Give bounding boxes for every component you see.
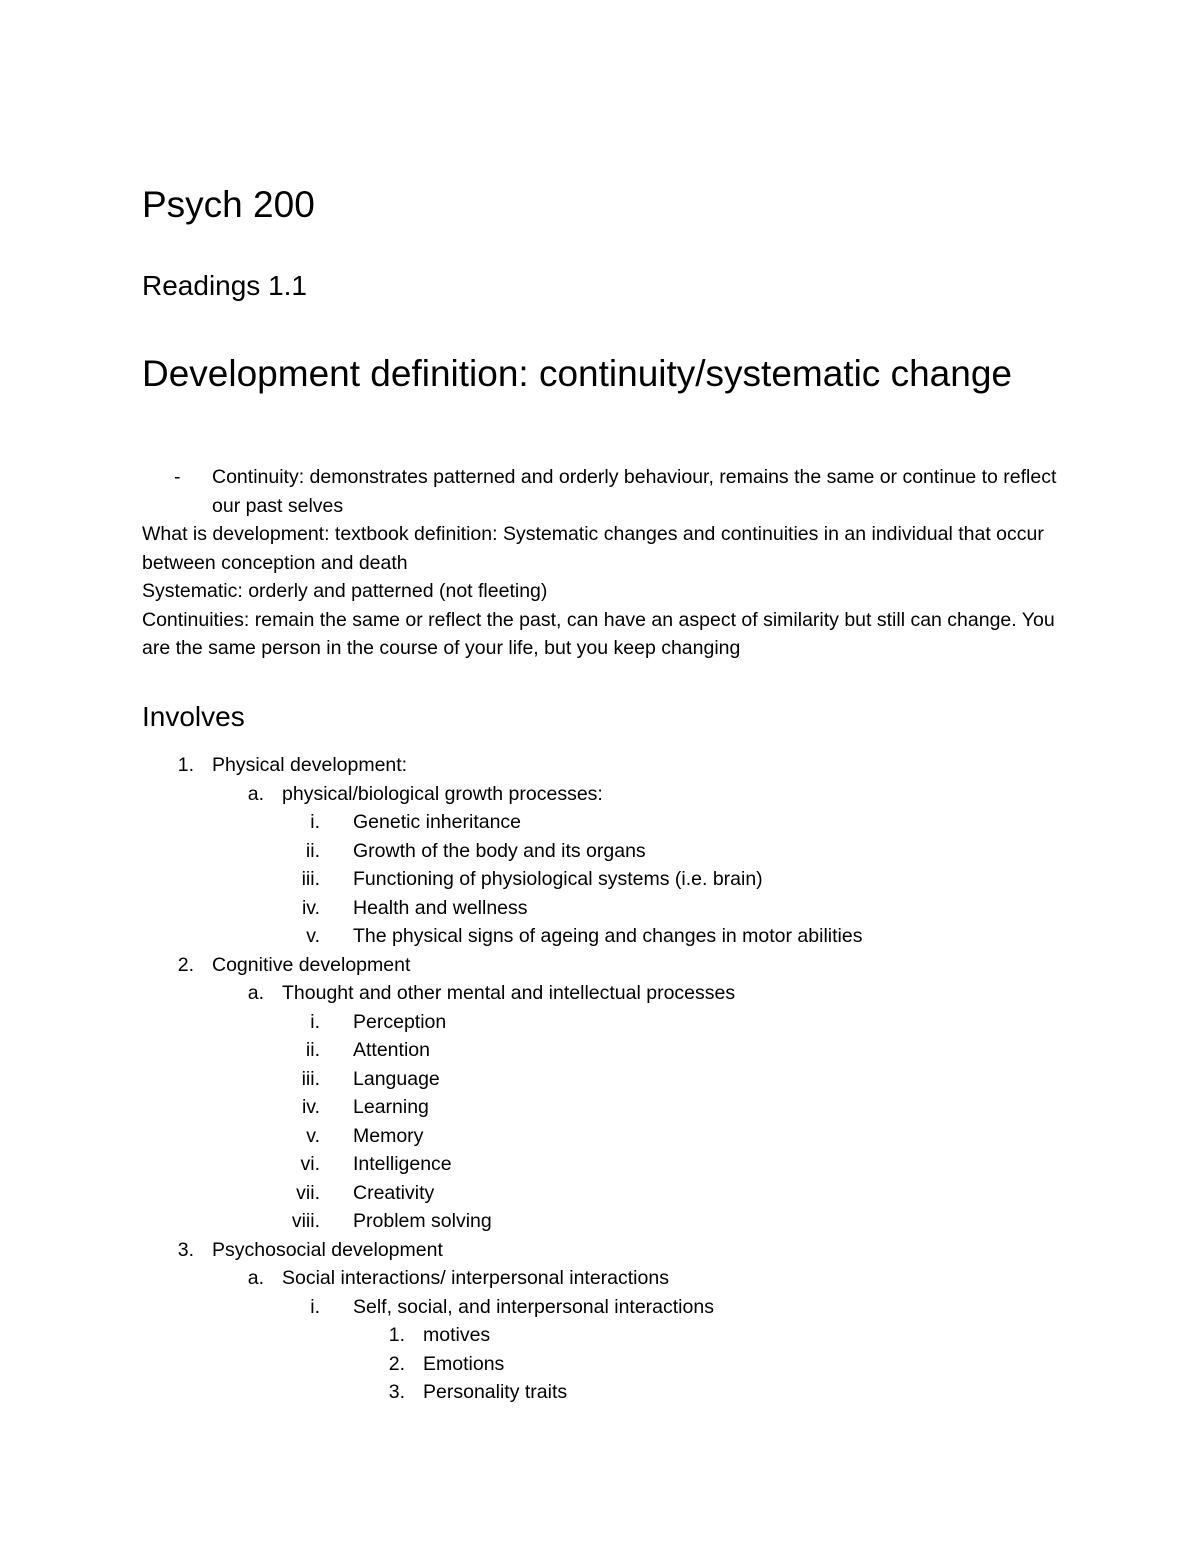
list-marker: 3. bbox=[177, 1238, 194, 1261]
list-item-text: Attention bbox=[353, 1039, 430, 1061]
outline-item-level-3 bbox=[0, 1122, 1200, 1151]
outline-item-level-4 bbox=[0, 1321, 1200, 1350]
list-marker: iii. bbox=[301, 1067, 320, 1090]
outline-item-level-3 bbox=[0, 1093, 1200, 1122]
outline-item-level-3 bbox=[0, 808, 1200, 837]
document-title: Psych 200 bbox=[142, 184, 315, 225]
list-marker: iv. bbox=[301, 1096, 320, 1118]
dash-bullet: - bbox=[174, 466, 181, 488]
list-item-text: Language bbox=[353, 1067, 440, 1090]
list-item-text: Physical development: bbox=[212, 754, 408, 776]
list-marker: 2. bbox=[177, 953, 194, 976]
outline-item-level-3 bbox=[0, 865, 1200, 894]
list-item-text: motives bbox=[423, 1324, 491, 1346]
list-marker: i. bbox=[310, 1010, 320, 1033]
outline-item-level-3 bbox=[0, 1036, 1200, 1065]
list-item-text: Functioning of physiological systems (i.e. brain) bbox=[353, 868, 763, 890]
outline-item-level-3 bbox=[0, 1008, 1200, 1037]
list-marker: vi. bbox=[300, 1153, 320, 1175]
paragraph-systematic: Systematic: orderly and patterned (not fleeting) bbox=[142, 580, 548, 602]
outline-item-level-3 bbox=[0, 1207, 1200, 1236]
list-marker: v. bbox=[306, 1124, 320, 1147]
list-marker: ii. bbox=[305, 839, 320, 862]
outline-item-level-3 bbox=[0, 1293, 1200, 1322]
section-heading-involves: Involves bbox=[142, 701, 245, 732]
list-item-text: Psychosocial development bbox=[212, 1238, 443, 1261]
list-item-text: Creativity bbox=[353, 1181, 435, 1204]
list-item-text: physical/biological growth processes: bbox=[282, 782, 603, 805]
outline-item-level-2 bbox=[0, 979, 1200, 1008]
outline-item-level-1 bbox=[0, 751, 1200, 780]
list-item-text: Intelligence bbox=[353, 1153, 452, 1175]
list-marker: i. bbox=[310, 811, 320, 833]
list-marker: viii. bbox=[291, 1210, 320, 1232]
list-marker: 1. bbox=[388, 1324, 405, 1346]
list-item-text: Problem solving bbox=[353, 1210, 492, 1232]
list-item-text: Perception bbox=[353, 1010, 447, 1033]
list-marker: 1. bbox=[177, 754, 194, 776]
paragraph-continuities: Continuities: remain the same or reflect the past, can have an aspect of similarity but still can change. You are the same person in the course of your life, but you keep changing bbox=[142, 608, 1055, 659]
list-item-text: Personality traits bbox=[423, 1381, 568, 1403]
outline-item-level-4 bbox=[0, 1350, 1200, 1379]
list-marker: a. bbox=[247, 1267, 264, 1289]
list-item-text: Memory bbox=[353, 1124, 424, 1147]
involves-outline-list bbox=[0, 751, 1200, 1407]
list-item-text: Health and wellness bbox=[353, 896, 528, 919]
list-item-text: Learning bbox=[353, 1096, 429, 1118]
list-marker: a. bbox=[247, 782, 264, 805]
outline-item-level-2 bbox=[0, 1264, 1200, 1293]
definition-body bbox=[142, 463, 1062, 663]
paragraph-development-definition: What is development: textbook definition: Systematic changes and continuities in an individual that occur between conception and death bbox=[142, 523, 1044, 574]
list-item-text: Thought and other mental and intellectual processes bbox=[282, 982, 736, 1004]
outline-item-level-2 bbox=[0, 780, 1200, 809]
list-marker: iv. bbox=[301, 896, 320, 919]
list-marker: v. bbox=[306, 925, 320, 947]
outline-item-level-3 bbox=[0, 894, 1200, 923]
list-marker: ii. bbox=[305, 1039, 320, 1061]
list-marker: vii. bbox=[296, 1181, 320, 1204]
list-marker: i. bbox=[310, 1295, 320, 1318]
outline-item-level-1 bbox=[0, 1236, 1200, 1265]
outline-item-level-1 bbox=[0, 951, 1200, 980]
dash-list-item bbox=[142, 463, 1062, 520]
document-subtitle: Readings 1.1 bbox=[142, 270, 308, 301]
list-item-text: Social interactions/ interpersonal interactions bbox=[282, 1267, 669, 1289]
outline-item-level-3 bbox=[0, 837, 1200, 866]
list-marker: 3. bbox=[388, 1381, 405, 1403]
outline-item-level-3 bbox=[0, 1179, 1200, 1208]
outline-item-level-3 bbox=[0, 1150, 1200, 1179]
list-marker: a. bbox=[247, 982, 264, 1004]
list-item-text: Growth of the body and its organs bbox=[353, 839, 646, 862]
outline-item-level-4 bbox=[0, 1378, 1200, 1407]
outline-item-level-3 bbox=[0, 1065, 1200, 1094]
list-marker: iii. bbox=[301, 868, 320, 890]
section-heading-development-definition: Development definition: continuity/systematic change bbox=[142, 353, 1012, 394]
list-item-text: Genetic inheritance bbox=[353, 811, 522, 833]
list-item-text: The physical signs of ageing and changes in motor abilities bbox=[353, 925, 863, 947]
list-marker: 2. bbox=[388, 1352, 405, 1375]
list-item-text: Emotions bbox=[423, 1352, 505, 1375]
dash-item-text: Continuity: demonstrates patterned and orderly behaviour, remains the same or continue to reflect our past selves bbox=[212, 466, 1057, 517]
list-item-text: Self, social, and interpersonal interactions bbox=[353, 1295, 714, 1318]
list-item-text: Cognitive development bbox=[212, 953, 411, 976]
outline-item-level-3 bbox=[0, 922, 1200, 951]
